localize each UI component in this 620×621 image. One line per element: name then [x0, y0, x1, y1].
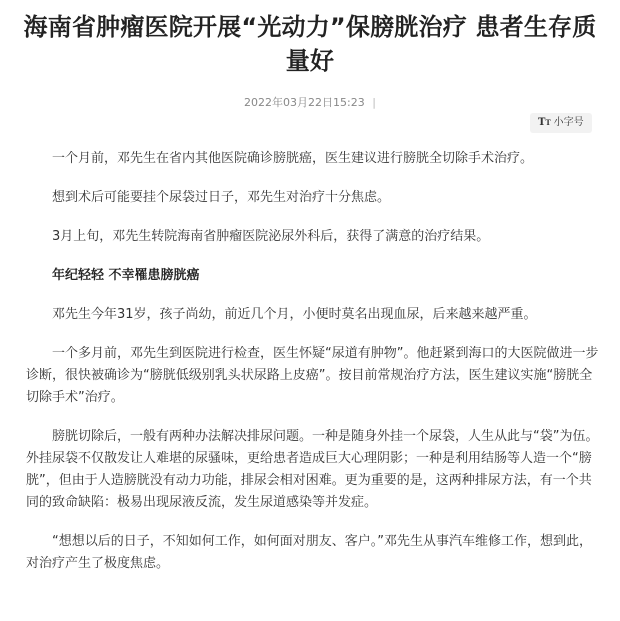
paragraph: 膀胱切除后，一般有两种办法解决排尿问题。一种是随身外挂一个尿袋，人生从此与“袋”为伍。外挂尿袋不仅散发让人难堪的尿骚味，更给患者造成巨大心理阴影；一种是利用结肠等人造一个“膀胱”，但由于人造膀胱没有动力功能，排尿会相对困难。更为重要的是，这两种排尿方法，有一个共同的致命缺陷：极易出现尿液反流，发生尿道感染等并发症。 [26, 429, 599, 510]
article-meta [0, 95, 620, 111]
article-title: 海南省肿瘤医院开展“光动力”保膀胱治疗 患者生存质量好 [23, 13, 597, 75]
font-size-toggle-button[interactable] [530, 113, 592, 133]
text-size-icon: TT [538, 117, 551, 128]
paragraph: 想到术后可能要挂个尿袋过日子，邓先生对治疗十分焦虑。 [52, 190, 391, 205]
paragraph: 3月上旬，邓先生转院海南省肿瘤医院泌尿外科后，获得了满意的治疗结果。 [52, 229, 490, 244]
paragraph: 邓先生今年31岁，孩子尚幼，前近几个月，小便时莫名出现血尿，后来越来越严重。 [52, 307, 537, 322]
font-size-toggle-label: 小字号 [553, 117, 584, 128]
paragraph: 一个多月前，邓先生到医院进行检查，医生怀疑“尿道有肿物”。他赶紧到海口的大医院做进一步诊断，很快被确诊为“膀胱低级别乳头状尿路上皮癌”。按目前常规治疗方法，医生建议实施“膀胱全切除手术”治疗。 [26, 346, 599, 405]
paragraph: “想想以后的日子，不知如何工作，如何面对朋友、客户。”邓先生从事汽车维修工作，想到此，对治疗产生了极度焦虑。 [26, 534, 592, 571]
section-subheading: 年纪轻轻 不幸罹患膀胱癌 [52, 268, 200, 283]
publish-date: 2022年03月22日15:23 [244, 96, 365, 109]
article-body [26, 148, 600, 592]
paragraph: 一个月前，邓先生在省内其他医院确诊膀胱癌，医生建议进行膀胱全切除手术治疗。 [52, 151, 534, 166]
meta-separator: | [372, 96, 376, 109]
